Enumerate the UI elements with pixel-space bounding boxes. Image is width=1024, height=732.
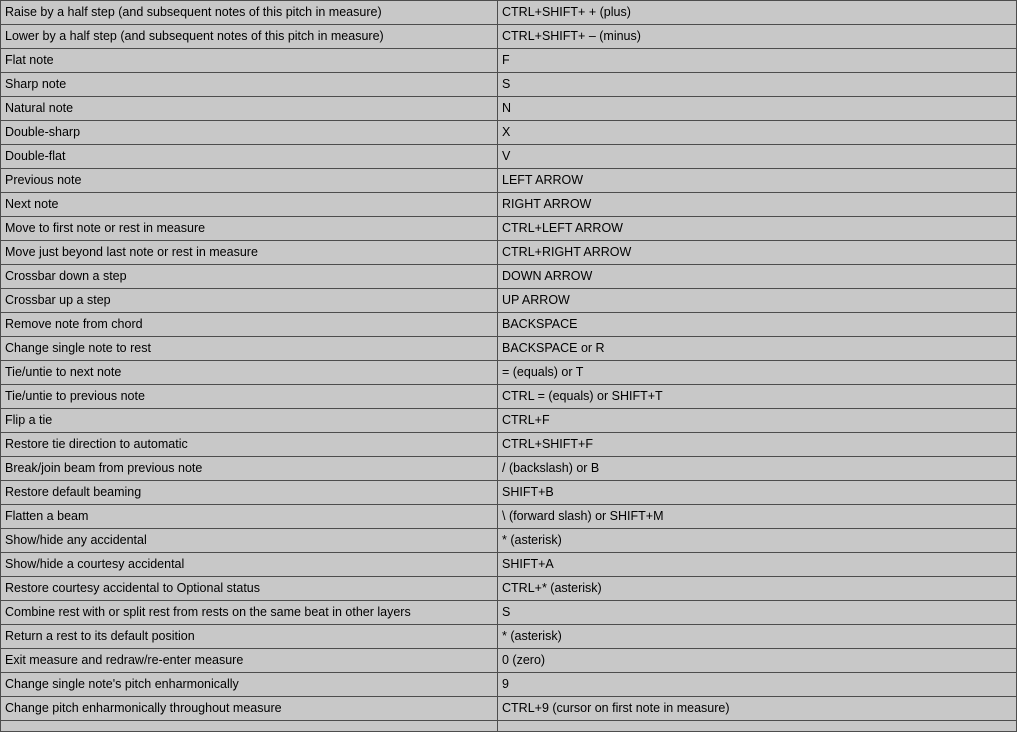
action-cell: Show/hide any accidental [1, 529, 498, 553]
table-row [1, 601, 1017, 625]
table-row [1, 697, 1017, 721]
action-cell: Restore tie direction to automatic [1, 433, 498, 457]
shortcut-cell: * (asterisk) [498, 625, 1017, 649]
table-row [1, 289, 1017, 313]
table-row [1, 25, 1017, 49]
table-row [1, 121, 1017, 145]
table-row [1, 49, 1017, 73]
table-row [1, 553, 1017, 577]
shortcut-cell: 9 [498, 673, 1017, 697]
action-cell: Next note [1, 193, 498, 217]
shortcut-cell: CTRL+F [498, 409, 1017, 433]
shortcut-cell: S [498, 73, 1017, 97]
table-row [1, 73, 1017, 97]
action-cell: Restore courtesy accidental to Optional status [1, 577, 498, 601]
action-cell: Restore default beaming [1, 481, 498, 505]
shortcut-cell: 0 (zero) [498, 649, 1017, 673]
action-cell: Sharp note [1, 73, 498, 97]
table-row [1, 337, 1017, 361]
table-row [1, 241, 1017, 265]
shortcut-cell: BACKSPACE or R [498, 337, 1017, 361]
table-row [1, 649, 1017, 673]
shortcut-cell: RIGHT ARROW [498, 193, 1017, 217]
action-cell: Tie/untie to next note [1, 361, 498, 385]
action-cell: Previous note [1, 169, 498, 193]
shortcut-cell: CTRL+LEFT ARROW [498, 217, 1017, 241]
action-cell: Double-flat [1, 145, 498, 169]
action-cell: Show/hide a courtesy accidental [1, 553, 498, 577]
action-cell: Double-sharp [1, 121, 498, 145]
shortcut-cell: CTRL+RIGHT ARROW [498, 241, 1017, 265]
shortcut-cell: \ (forward slash) or SHIFT+M [498, 505, 1017, 529]
action-cell: Change single note's pitch enharmonically [1, 673, 498, 697]
action-cell: Flip a tie [1, 409, 498, 433]
table-row [1, 577, 1017, 601]
action-cell: Raise by a half step (and subsequent notes of this pitch in measure) [1, 1, 498, 25]
shortcut-cell: UP ARROW [498, 289, 1017, 313]
table-row [1, 169, 1017, 193]
table-row [1, 409, 1017, 433]
action-cell: Change pitch enharmonically throughout measure [1, 697, 498, 721]
table-row [1, 481, 1017, 505]
table-row [1, 1, 1017, 25]
table-row [1, 313, 1017, 337]
shortcut-cell: CTRL+SHIFT+ + (plus) [498, 1, 1017, 25]
action-cell: Return a rest to its default position [1, 625, 498, 649]
shortcut-cell: V [498, 145, 1017, 169]
action-cell: Move just beyond last note or rest in measure [1, 241, 498, 265]
shortcut-cell: CTRL = (equals) or SHIFT+T [498, 385, 1017, 409]
shortcut-cell: F [498, 49, 1017, 73]
table-row [1, 361, 1017, 385]
table-row [1, 217, 1017, 241]
action-cell: Crossbar down a step [1, 265, 498, 289]
table-row [1, 625, 1017, 649]
table-row [1, 385, 1017, 409]
action-cell: Break/join beam from previous note [1, 457, 498, 481]
shortcut-cell: CTRL+9 (cursor on first note in measure) [498, 697, 1017, 721]
action-cell: Crossbar up a step [1, 289, 498, 313]
shortcut-cell: DOWN ARROW [498, 265, 1017, 289]
action-cell: Lower by a half step (and subsequent notes of this pitch in measure) [1, 25, 498, 49]
shortcut-cell: S [498, 601, 1017, 625]
action-cell: Combine rest with or split rest from rests on the same beat in other layers [1, 601, 498, 625]
shortcut-cell: BACKSPACE [498, 313, 1017, 337]
table-row [1, 457, 1017, 481]
shortcuts-table-body [1, 1, 1017, 732]
action-cell: Tie/untie to previous note [1, 385, 498, 409]
shortcut-cell: / (backslash) or B [498, 457, 1017, 481]
action-cell: Flat note [1, 49, 498, 73]
shortcut-cell: SHIFT+B [498, 481, 1017, 505]
table-row [1, 529, 1017, 553]
table-row [1, 433, 1017, 457]
action-cell: Natural note [1, 97, 498, 121]
shortcut-cell: SHIFT+A [498, 553, 1017, 577]
table-row [1, 193, 1017, 217]
shortcut-cell: * (asterisk) [498, 529, 1017, 553]
shortcut-cell: LEFT ARROW [498, 169, 1017, 193]
table-row [1, 265, 1017, 289]
shortcut-cell: CTRL+SHIFT+ – (minus) [498, 25, 1017, 49]
table-row [1, 673, 1017, 697]
action-cell: Move to first note or rest in measure [1, 217, 498, 241]
action-cell: Change single note to rest [1, 337, 498, 361]
shortcut-cell: X [498, 121, 1017, 145]
table-row [1, 505, 1017, 529]
shortcut-cell: N [498, 97, 1017, 121]
table-row [1, 97, 1017, 121]
table-row [1, 145, 1017, 169]
action-cell: Flatten a beam [1, 505, 498, 529]
action-cell: Exit measure and redraw/re-enter measure [1, 649, 498, 673]
shortcut-cell [498, 721, 1017, 732]
action-cell [1, 721, 498, 732]
shortcut-cell: CTRL+* (asterisk) [498, 577, 1017, 601]
action-cell: Remove note from chord [1, 313, 498, 337]
shortcut-cell: = (equals) or T [498, 361, 1017, 385]
table-row [1, 721, 1017, 732]
shortcut-cell: CTRL+SHIFT+F [498, 433, 1017, 457]
